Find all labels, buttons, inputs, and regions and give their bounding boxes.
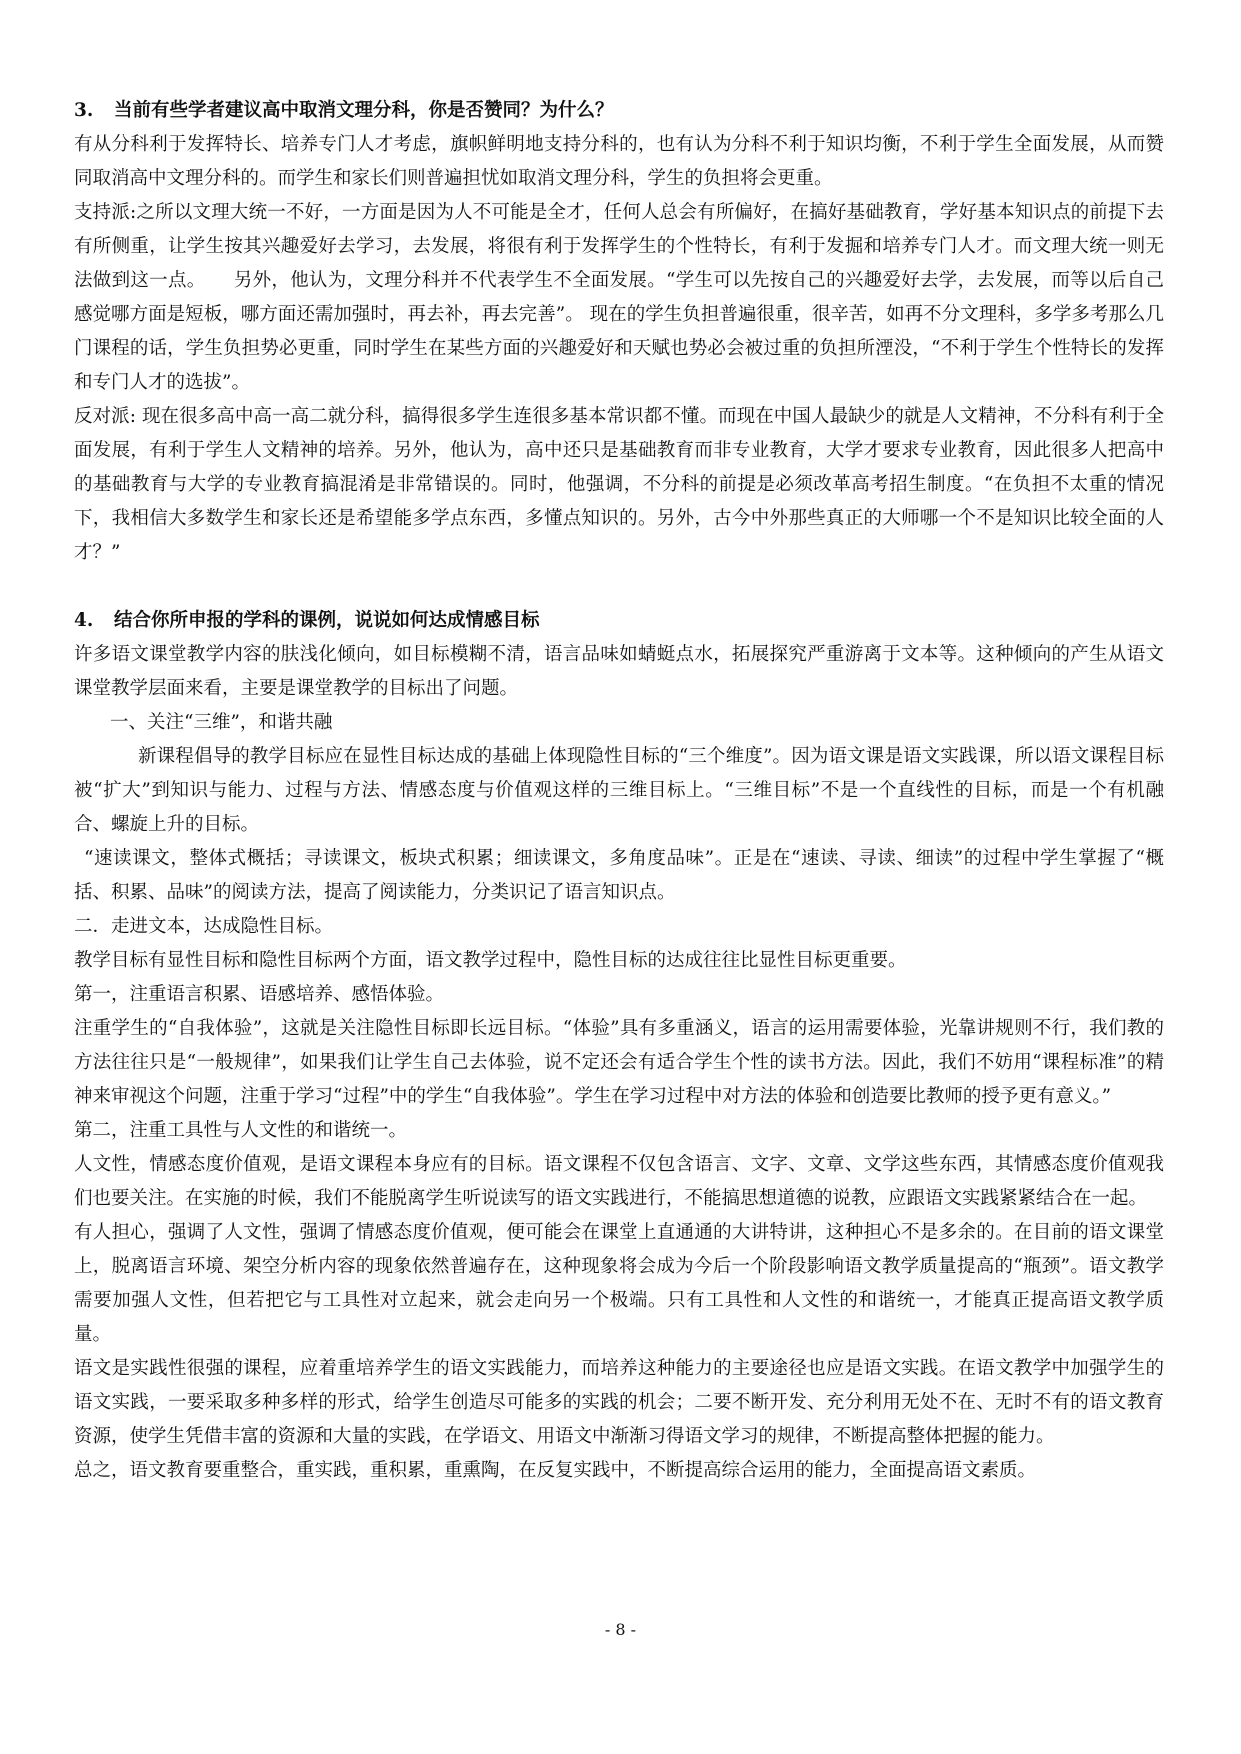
section-4-title: 结合你所申报的学科的课例，说说如何达成情感目标 — [114, 610, 540, 631]
section-4-paragraph: “速读课文，整体式概括；寻读课文，板块式积累；细读课文，多角度品味”。正是在“速读、寻读、细读”的过程中学生掌握了“概括、积累、品味”的阅读方法，提高了阅读能力，分类识记了语言知识点。 — [74, 848, 1164, 903]
page-number: - 8 - — [604, 1620, 637, 1639]
section-3-number: 3. — [74, 100, 94, 121]
section-4-subheading: 二．走进文本，达成隐性目标。 — [74, 916, 334, 937]
section-4-paragraph: 新课程倡导的教学目标应在显性目标达成的基础上体现隐性目标的“三个维度”。因为语文课是语文实践课，所以语文课程目标被“扩大”到知识与能力、过程与方法、情感态度与价值观这样的三维目标上。“三维目标”不是一个直线性的目标，而是一个有机融合、螺旋上升的目标。 — [74, 746, 1164, 835]
section-4-paragraph: 许多语文课堂教学内容的肤浅化倾向，如目标模糊不清，语言品味如蜻蜓点水，拓展探究严重游离于文本等。这种倾向的产生从语文课堂教学层面来看，主要是课堂教学的目标出了问题。 — [74, 644, 1164, 699]
section-3-paragraph: 反对派: 现在很多高中高一高二就分科，搞得很多学生连很多基本常识都不懂。而现在中国人最缺少的就是人文精神，不分科有利于全面发展，有利于学生人文精神的培养。另外，他认为，高中还只是基础教育而非专业教育，大学才要求专业教育，因此很多人把高中的基础教育与大学的专业教育搞混淆是非常错误的。同时，他强调，不分科的前提是必须改革高考招生制度。“在负担不太重的情况下，我相信大多数学生和家长还是希望能多学点东西，多懂点知识的。另外，古今中外那些真正的大师哪一个不是知识比较全面的人才？” — [74, 406, 1164, 563]
section-4-paragraph: 人文性，情感态度价值观，是语文课程本身应有的目标。语文课程不仅包含语言、文字、文章、文学这些东西，其情感态度价值观我们也要关注。在实施的时候，我们不能脱离学生听说读写的语文实践进行，不能搞思想道德的说教，应跟语文实践紧紧结合在一起。 — [74, 1154, 1164, 1209]
section-4-subheading: 第二，注重工具性与人文性的和谐统一。 — [74, 1120, 408, 1141]
section-3-heading — [74, 94, 1164, 128]
section-3-title: 当前有些学者建议高中取消文理分科，你是否赞同？为什么？ — [114, 100, 614, 121]
section-4-paragraph: 总之，语文教育要重整合，重实践，重积累，重熏陶，在反复实践中，不断提高综合运用的能力，全面提高语文素质。 — [74, 1460, 1037, 1481]
section-4-paragraph: 有人担心，强调了人文性，强调了情感态度价值观，便可能会在课堂上直通通的大讲特讲，这种担心不是多余的。在目前的语文课堂上，脱离语言环境、架空分析内容的现象依然普遍存在，这种现象将会成为今后一个阶段影响语文教学质量提高的“瓶颈”。语文教学需要加强人文性，但若把它与工具性对立起来，就会走向另一个极端。只有工具性和人文性的和谐统一，才能真正提高语文教学质量。 — [74, 1222, 1164, 1345]
section-4-number: 4. — [74, 610, 94, 631]
section-4-paragraph: 语文是实践性很强的课程，应着重培养学生的语文实践能力，而培养这种能力的主要途径也应是语文实践。在语文教学中加强学生的语文实践，一要采取多种多样的形式，给学生创造尽可能多的实践的机会；二要不断开发、充分利用无处不在、无时不有的语文教育资源，使学生凭借丰富的资源和大量的实践，在学语文、用语文中渐渐习得语文学习的规律，不断提高整体把握的能力。 — [74, 1358, 1164, 1447]
section-3 — [74, 94, 1164, 570]
section-4 — [74, 604, 1164, 1488]
section-4-subheading: 一、关注“三维”，和谐共融 — [110, 712, 333, 733]
section-4-paragraph: 教学目标有显性目标和隐性目标两个方面，语文教学过程中，隐性目标的达成往往比显性目标更重要。 — [74, 950, 907, 971]
section-3-paragraph: 支持派:之所以文理大统一不好，一方面是因为人不可能是全才，任何人总会有所偏好，在搞好基础教育，学好基本知识点的前提下去有所侧重，让学生按其兴趣爱好去学习，去发展，将很有利于发挥学生的个性特长，有利于发掘和培养专门人才。而文理大统一则无法做到这一点。 另外，他认为，文理分科并不代表学生不全面发展。“学生可以先按自己的兴趣爱好去学，去发展，而等以后自己感觉哪方面是短板，哪方面还需加强时，再去补，再去完善”。 现在的学生负担普遍很重，很辛苦，如再不分文理科，多学多考那么几门课程的话，学生负担势必更重，同时学生在某些方面的兴趣爱好和天赋也势必会被过重的负担所湮没，“不利于学生个性特长的发挥和专门人才的选拔”。 — [74, 202, 1164, 393]
section-4-subheading: 第一，注重语言积累、语感培养、感悟体验。 — [74, 984, 445, 1005]
section-3-paragraph: 有从分科利于发挥特长、培养专门人才考虑，旗帜鲜明地支持分科的，也有认为分科不利于知识均衡，不利于学生全面发展，从而赞同取消高中文理分科的。而学生和家长们则普遍担忧如取消文理分科，学生的负担将会更重。 — [74, 134, 1164, 189]
section-4-heading — [74, 604, 1164, 638]
section-4-paragraph: 注重学生的“自我体验”，这就是关注隐性目标即长远目标。“体验”具有多重涵义，语言的运用需要体验，光靠讲规则不行，我们教的方法往往只是“一般规律”，如果我们让学生自己去体验，说不定还会有适合学生个性的读书方法。因此，我们不妨用“课程标准”的精神来审视这个问题，注重于学习“过程”中的学生“自我体验”。学生在学习过程中对方法的体验和创造要比教师的授予更有意义。” — [74, 1018, 1164, 1107]
document-body — [74, 94, 1164, 1488]
